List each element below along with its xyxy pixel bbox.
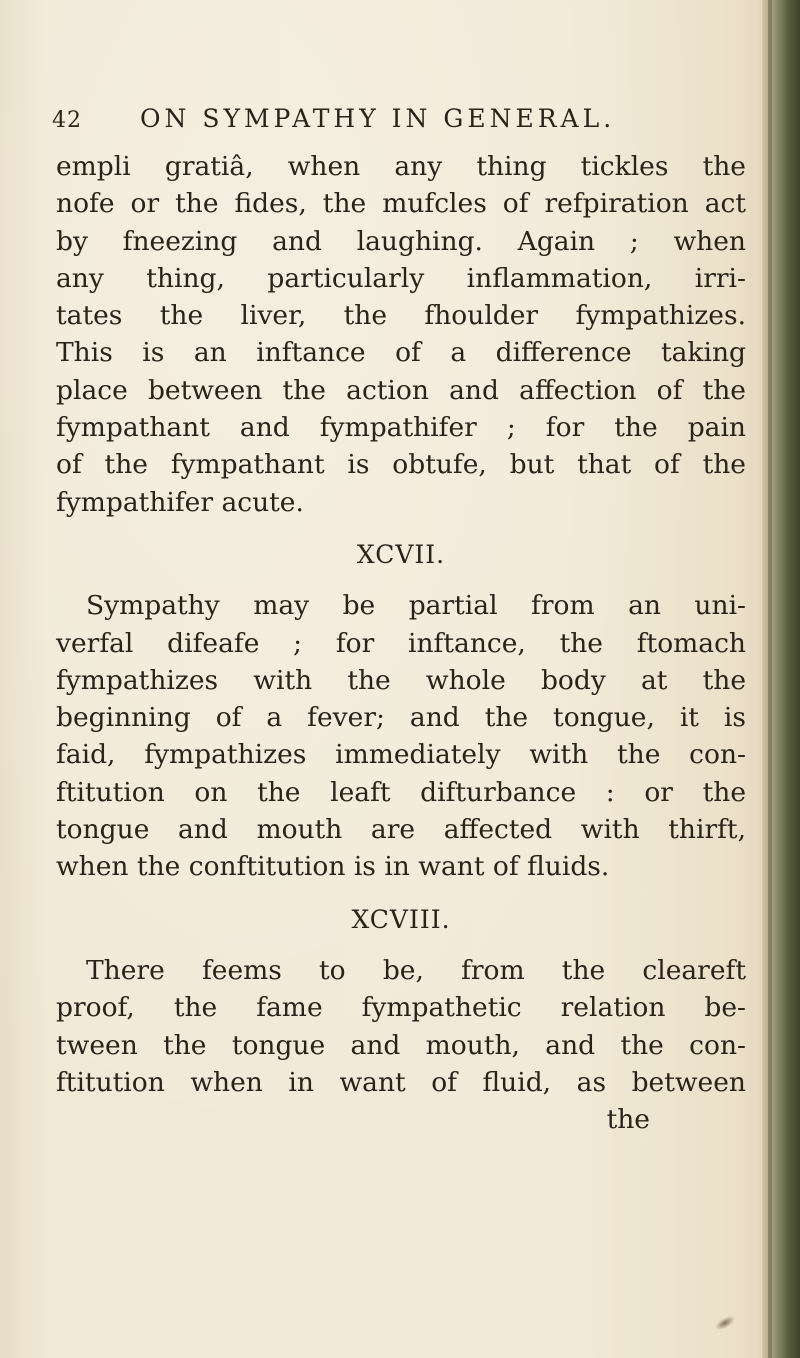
running-head: ON SYMPATHY IN GENERAL. <box>140 104 616 133</box>
section-heading-xcviii: XCVIII. <box>351 904 451 934</box>
ink-smudge <box>713 1313 737 1333</box>
page-binding-edge <box>762 0 800 1358</box>
section-xcviii-paragraph <box>56 952 746 1101</box>
text-line: any thing, particularly inflammation, irri- <box>56 262 746 294</box>
text-line: beginning of a fever; and the tongue, it is <box>56 702 746 734</box>
text-line: faid, fympathizes immediately with the con- <box>56 739 746 771</box>
catchword: the <box>606 1104 650 1136</box>
body-text <box>56 148 746 1138</box>
text-line: This is an inftance of a difference taking <box>56 337 746 369</box>
paragraph-continuation <box>56 148 746 521</box>
text-line: ftitution on the leaft difturbance : or the <box>56 776 746 808</box>
text-line: fympathant and fympathifer ; for the pain <box>56 412 746 444</box>
text-line: fympathizes with the whole body at the <box>56 664 746 696</box>
text-line: There feems to be, from the cleareft <box>86 954 746 986</box>
section-xcvii-paragraph <box>56 587 746 885</box>
text-line: empli gratiâ, when any thing tickles the <box>56 151 746 182</box>
text-line: ftitution when in want of fluid, as between <box>56 1066 746 1098</box>
page-number: 42 <box>52 108 82 133</box>
page-header <box>52 104 752 144</box>
text-line: tongue and mouth are affected with thirft, <box>56 814 746 846</box>
section-heading-xcvii: XCVII. <box>356 539 446 569</box>
text-line: of the fympathant is obtufe, but that of the <box>56 449 746 481</box>
text-line: verfal difeafe ; for inftance, the ftomach <box>56 627 746 659</box>
text-line: Sympathy may be partial from an uni- <box>86 590 746 622</box>
text-line: by fneezing and laughing. Again ; when <box>56 225 746 257</box>
text-line: when the conftitution is in want of fluids. <box>56 851 610 883</box>
text-line: tween the tongue and mouth, and the con- <box>56 1029 746 1061</box>
text-line: proof, the fame fympathetic relation be- <box>56 992 746 1024</box>
text-line: nofe or the fides, the mufcles of refpiration act <box>56 188 746 220</box>
text-line: fympathifer acute. <box>56 486 304 518</box>
text-line: tates the liver, the fhoulder fympathizes. <box>56 300 746 332</box>
text-line: place between the action and affection of the <box>56 374 746 406</box>
